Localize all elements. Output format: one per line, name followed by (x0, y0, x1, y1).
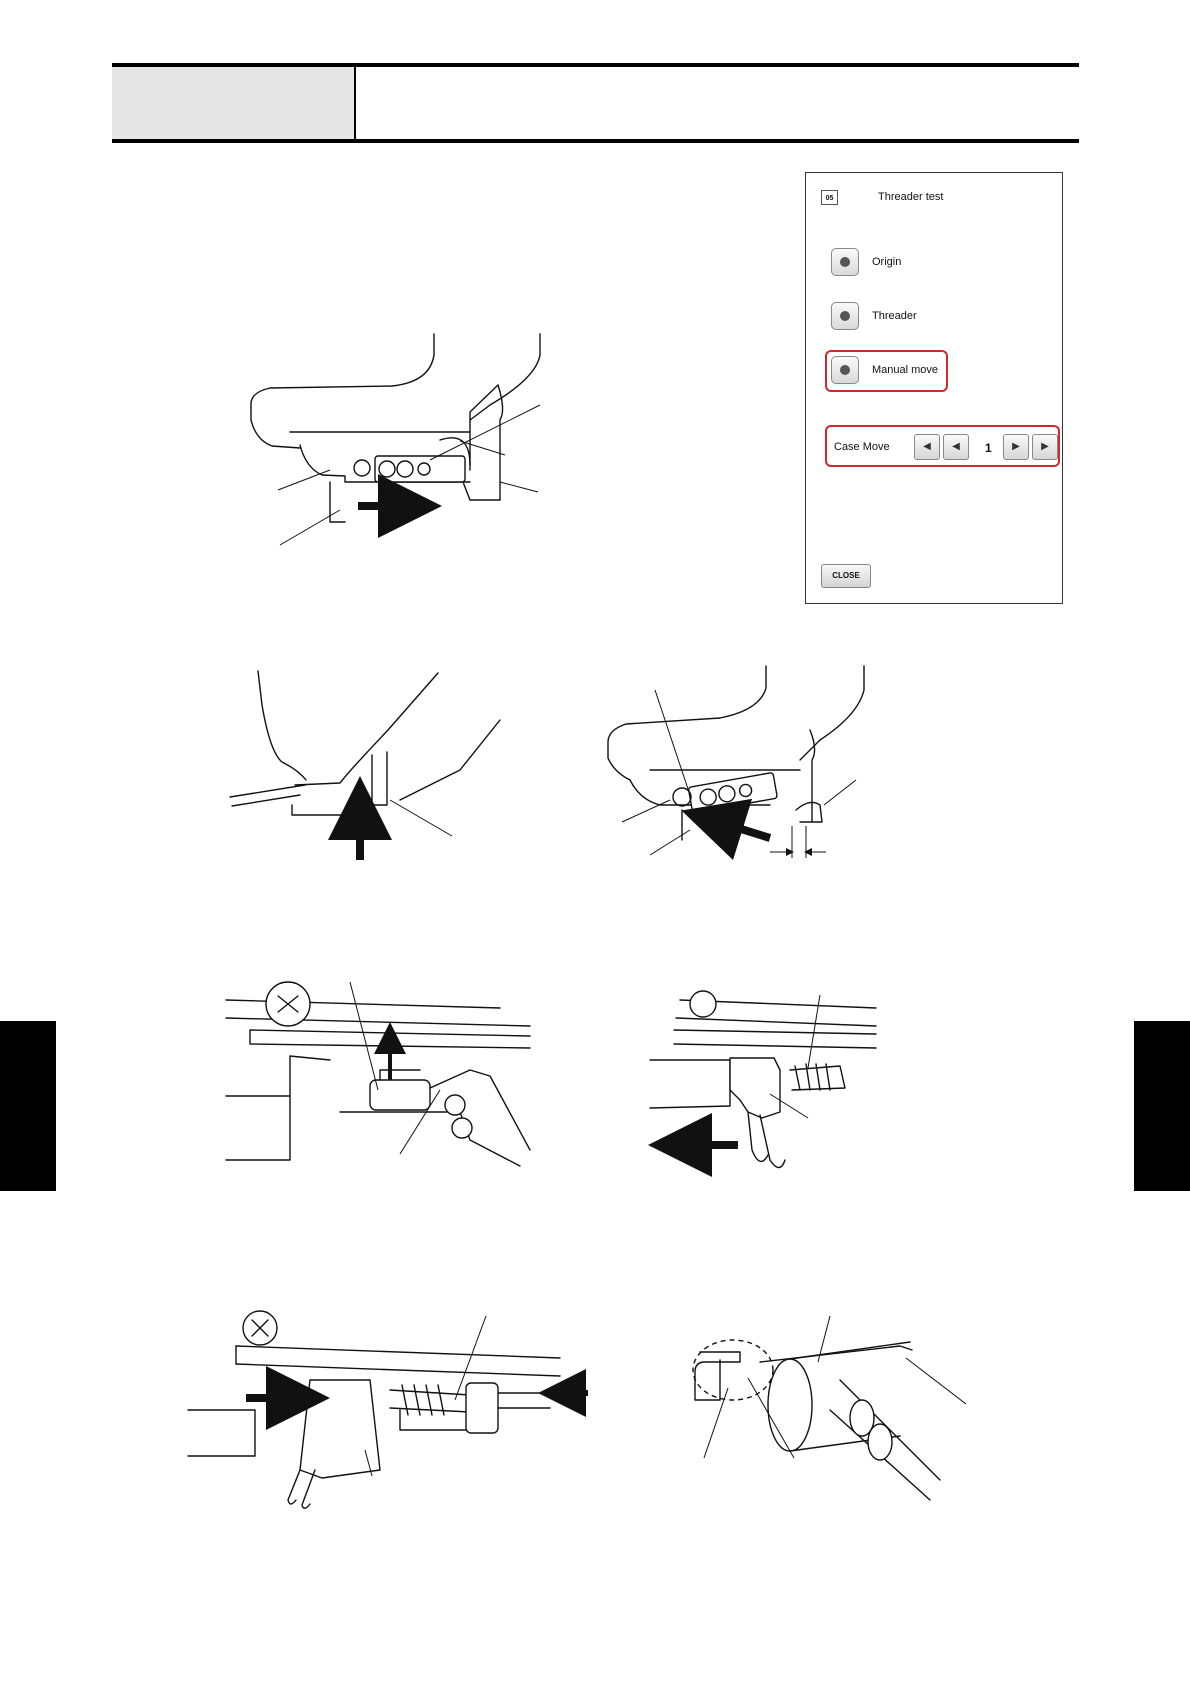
screen-code-badge: 05 (821, 190, 838, 205)
figure-threader-left (608, 666, 864, 858)
case-move-fast-left-button[interactable]: ◀ (914, 434, 940, 460)
case-move-left-button[interactable]: ◀ (943, 434, 969, 460)
figure-spring-left (650, 991, 876, 1168)
figure-detail-circle (693, 1316, 966, 1500)
figure-threader-right (251, 334, 540, 545)
threader-label: Threader (872, 310, 917, 322)
manual-move-label: Manual move (872, 364, 939, 376)
case-move-right-button[interactable]: ▶ (1003, 434, 1029, 460)
case-move-label: Case Move (834, 441, 890, 453)
figure-push-up (230, 671, 500, 860)
close-button[interactable]: CLOSE (821, 564, 871, 588)
case-move-value: 1 (985, 441, 992, 455)
figure-hook-up (226, 982, 530, 1166)
origin-label: Origin (872, 256, 902, 268)
figure-reassembly (188, 1311, 588, 1508)
case-move-fast-right-button[interactable]: ▶ (1032, 434, 1058, 460)
screen-title: Threader test (878, 191, 944, 203)
